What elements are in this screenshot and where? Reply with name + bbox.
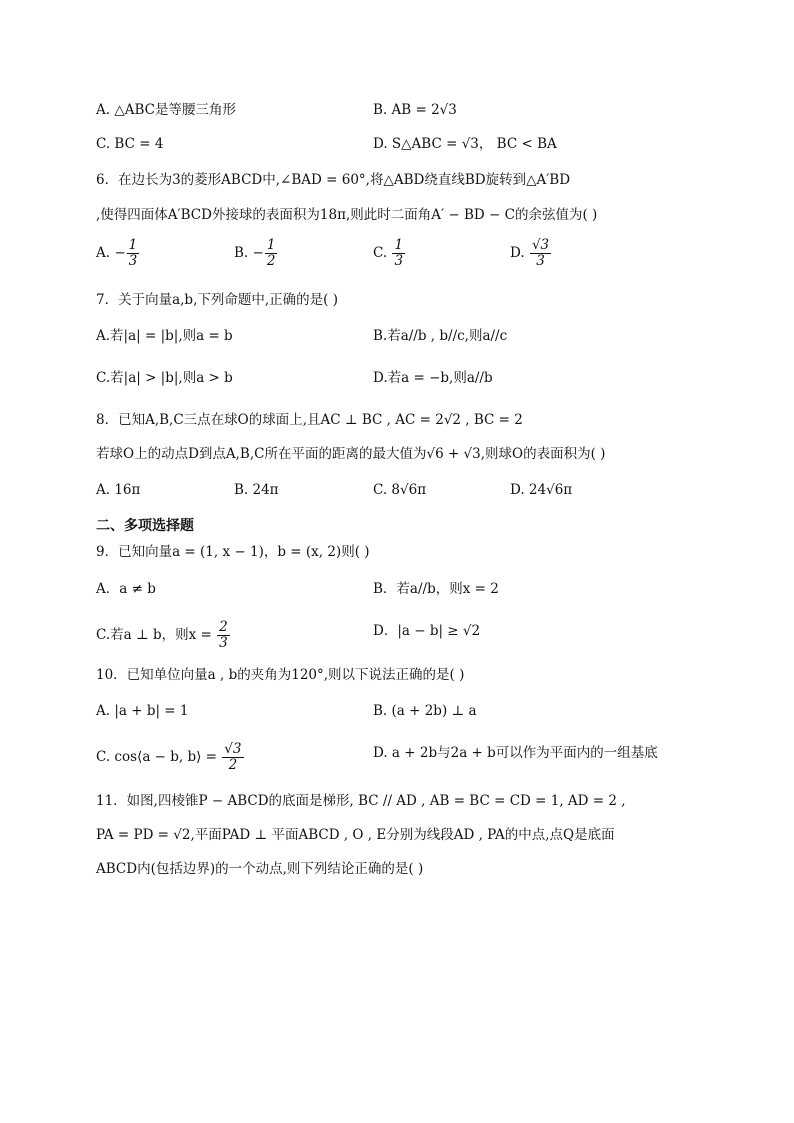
q6-option-b-den: 2: [266, 253, 276, 269]
q9-option-b: B．若a//b，则x = 2: [373, 581, 499, 597]
q11-stem-line1: 11．如图,四棱锥P − ABCD的底面是梯形, BC // AD , AB = BC = CD = 1, AD = 2 ,: [96, 793, 626, 809]
q6-option-a: [96, 238, 140, 269]
q6-option-a-label: A.: [96, 245, 111, 261]
q8-stem-line1: 8．已知A,B,C三点在球O的球面上,且AC ⊥ BC , AC = 2√2 , BC = 2: [96, 412, 523, 428]
q6-option-d-den: 3: [536, 253, 545, 269]
q6-option-c-num: 1: [394, 237, 404, 253]
q9-option-c-num: 2: [219, 619, 228, 635]
q9-option-c: [96, 620, 231, 651]
q9-stem: 9．已知向量a = (1, x − 1)，b = (x, 2)则( ): [96, 544, 370, 560]
q8-option-c: C. 8√6π: [373, 482, 427, 498]
q6-option-c-den: 3: [394, 253, 404, 269]
q8-option-a: A. 16π: [96, 482, 141, 498]
q10-option-c-text: C. cos⟨a − b, b⟩ =: [96, 749, 217, 765]
q9-option-a: A．a ≠ b: [96, 581, 156, 597]
q5-option-c: C. BC = 4: [96, 136, 164, 152]
q10-option-c-den: 2: [228, 757, 238, 773]
q6-option-d: [510, 238, 552, 269]
q10-option-c-num: √3: [224, 741, 242, 757]
q9-option-c-den: 3: [219, 635, 228, 651]
q8-option-b: B. 24π: [234, 482, 279, 498]
q6-option-c: [373, 238, 406, 269]
q11-stem-line2: PA = PD = √2,平面PAD ⊥ 平面ABCD , O , E分别为线段AD , PA的中点,点Q是底面: [96, 827, 615, 843]
q5-option-b: B. AB = 2√3: [373, 102, 457, 118]
q6-stem-line1: 6．在边长为3的菱形ABCD中,∠BAD = 60°,将△ABD绕直线BD旋转到△A′BD: [96, 172, 571, 188]
q6-option-a-sign: −: [114, 245, 126, 261]
q8-option-d: D. 24√6π: [510, 482, 573, 498]
q6-option-b-sign: −: [252, 245, 264, 261]
q10-option-c-fraction: [222, 742, 243, 773]
section-title: 二、多项选择题: [96, 518, 194, 534]
q10-stem: 10．已知单位向量a , b的夹角为120°,则以下说法正确的是( ): [96, 667, 465, 683]
q7-option-c: C.若|a| > |b|,则a > b: [96, 370, 233, 386]
q6-option-b: [234, 238, 278, 269]
q10-option-c: [96, 742, 245, 773]
q6-option-d-label: D.: [510, 245, 525, 261]
q10-option-d: D. a + 2b与2a + b可以作为平面内的一组基底: [373, 745, 658, 761]
q9-option-d: D．|a − b| ≥ √2: [373, 623, 481, 639]
q6-option-c-label: C.: [373, 245, 388, 261]
q7-option-b: B.若a//b , b//c,则a//c: [373, 328, 508, 344]
q9-option-c-text: C.若a ⊥ b，则x =: [96, 627, 212, 643]
q11-stem-line3: ABCD内(包括边界)的一个动点,则下列结论正确的是( ): [96, 861, 424, 877]
q6-option-a-fraction: [127, 238, 140, 269]
q7-option-a: A.若|a| = |b|,则a = b: [96, 328, 233, 344]
q6-option-b-fraction: [265, 238, 278, 269]
q6-option-a-num: 1: [128, 237, 138, 253]
q9-option-c-fraction: [217, 620, 230, 651]
q6-option-b-label: B.: [234, 245, 249, 261]
q10-option-b: B. (a + 2b) ⊥ a: [373, 703, 477, 719]
q7-option-d: D.若a = −b,则a//b: [373, 370, 493, 386]
q6-option-c-fraction: [392, 238, 405, 269]
q6-stem-line2: ,使得四面体A′BCD外接球的表面积为18π,则此时二面角A′ − BD − C的余弦值为( ): [96, 207, 598, 223]
q8-stem-line2: 若球O上的动点D到点A,B,C所在平面的距离的最大值为√6 + √3,则球O的表面积为( ): [96, 446, 606, 462]
q6-option-b-num: 1: [266, 237, 276, 253]
q7-stem: 7．关于向量a,b,下列命题中,正确的是( ): [96, 292, 338, 308]
q6-option-d-fraction: [530, 238, 551, 269]
q6-option-d-num: √3: [531, 237, 550, 253]
q5-option-a: A. △ABC是等腰三角形: [96, 102, 236, 118]
q5-option-d: D. S△ABC = √3， BC < BA: [373, 136, 557, 152]
q10-option-a: A. |a + b| = 1: [96, 703, 189, 719]
q6-option-a-den: 3: [128, 253, 138, 269]
